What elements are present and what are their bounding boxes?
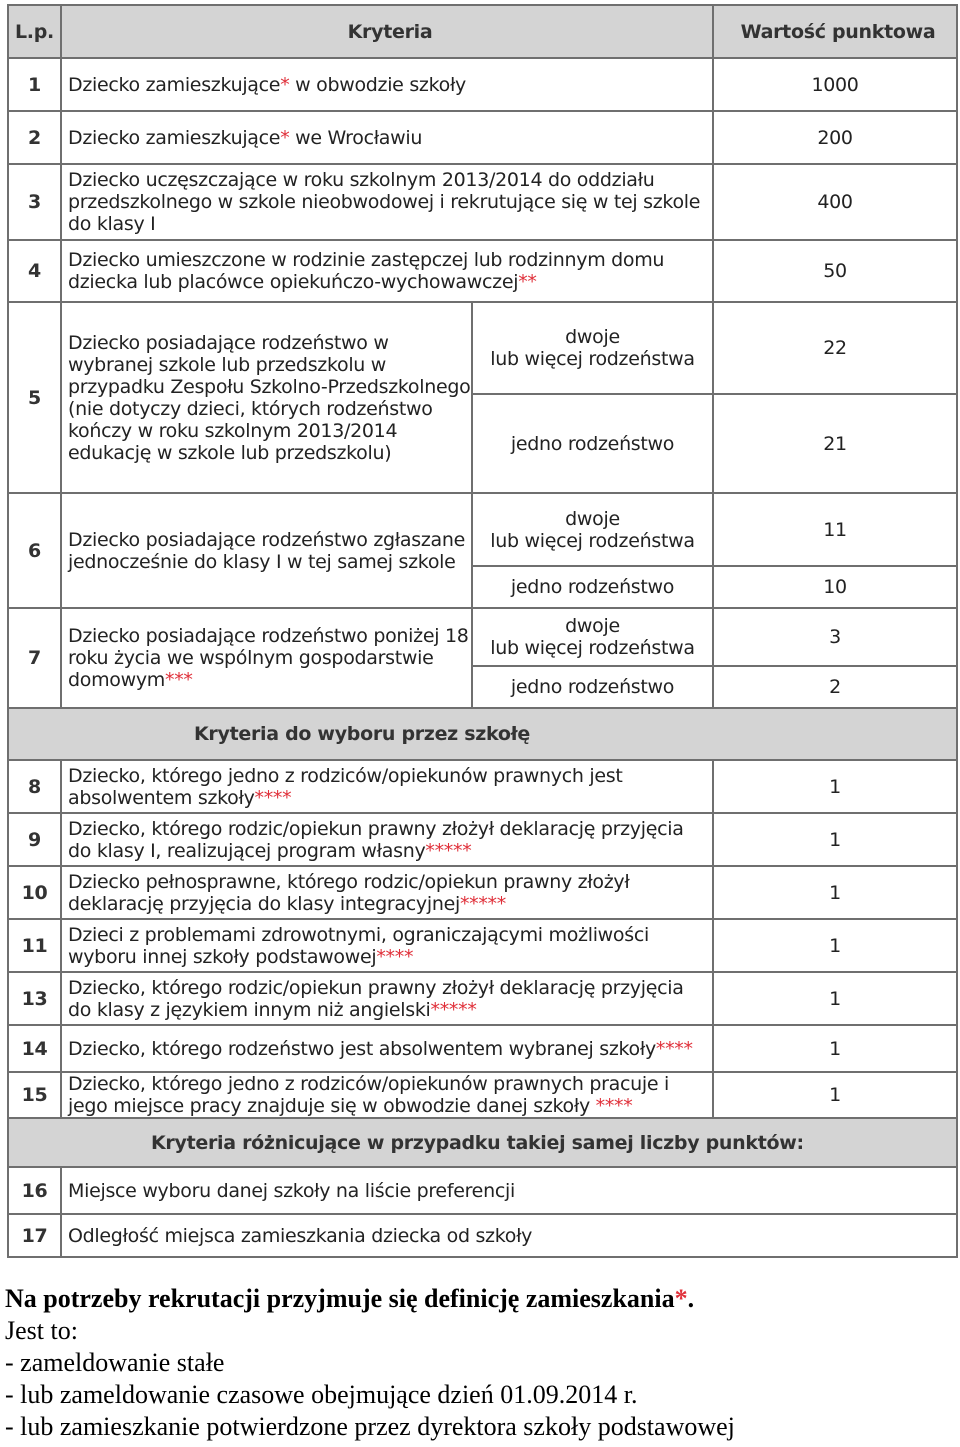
criterion-value: 200: [713, 111, 957, 164]
sibling-option: jedno rodzeństwo: [472, 394, 713, 493]
row-number: 7: [8, 608, 61, 708]
table-row: [8, 302, 957, 394]
row-number: 11: [8, 919, 61, 972]
header-criteria: Kryteria: [61, 5, 713, 58]
criterion-value: 1: [713, 813, 957, 866]
table-row: [8, 760, 957, 813]
criterion-text: Dziecko zamieszkujące* we Wrocławiu: [61, 111, 713, 164]
criterion-value: 400: [713, 164, 957, 240]
criterion-text: Dziecko posiadające rodzeństwo zgłaszane jednocześnie do klasy I w tej samej szkole: [61, 493, 472, 608]
section-title: Kryteria różnicujące w przypadku takiej samej liczby punktów:: [8, 1118, 957, 1167]
row-number: 5: [8, 302, 61, 493]
criterion-text: Dziecko, którego rodzic/opiekun prawny złożył deklarację przyjęcia do klasy I, realizującej program własny*****: [61, 813, 713, 866]
header-row: [8, 5, 957, 58]
table-row: [8, 919, 957, 972]
criterion-text: Dziecko posiadające rodzeństwo w wybranej szkole lub przedszkolu w przypadku Zespołu Szkolno-Przedszkolnego (nie dotyczy dzieci, których rodzeństwo kończy w roku szkolnym 2013/2014 edukację w szkole lub przedszkolu): [61, 302, 472, 493]
note-item: - lub zameldowanie czasowe obejmujące dzień 01.09.2014 r.: [5, 1380, 638, 1409]
criterion-text: Dzieci z problemami zdrowotnymi, ograniczającymi możliwości wyboru innej szkoły podstawowej****: [61, 919, 713, 972]
criterion-value: 1: [713, 1072, 957, 1118]
criterion-value: 21: [713, 394, 957, 493]
criterion-value: 1: [713, 866, 957, 919]
criterion-text: Dziecko umieszczone w rodzinie zastępczej lub rodzinnym domu dziecka lub placówce opiekuńczo-wychowawczej**: [61, 240, 713, 302]
table-row: [8, 240, 957, 302]
sibling-option: dwoje lub więcej rodzeństwa: [472, 302, 713, 394]
section-title: Kryteria do wyboru przez szkołę: [8, 708, 957, 760]
footnote-marker: **: [518, 271, 537, 293]
criterion-value: 1: [713, 760, 957, 813]
criterion-value: 3: [713, 608, 957, 666]
table-row: [8, 493, 957, 566]
row-number: 16: [8, 1167, 61, 1214]
criterion-text: Dziecko, którego jedno z rodziców/opiekunów prawnych jest absolwentem szkoły****: [61, 760, 713, 813]
criterion-text: Dziecko zamieszkujące* w obwodzie szkoły: [61, 58, 713, 111]
row-number: 1: [8, 58, 61, 111]
sibling-option: dwoje lub więcej rodzeństwa: [472, 493, 713, 566]
table-row: [8, 1025, 957, 1072]
footnote-marker: ****: [376, 945, 414, 968]
footnote-marker: ****: [254, 786, 292, 809]
row-number: 15: [8, 1072, 61, 1118]
row-number: 4: [8, 240, 61, 302]
table-row: [8, 608, 957, 666]
note-item: - zameldowanie stałe: [5, 1348, 225, 1377]
row-number: 6: [8, 493, 61, 608]
row-number: 13: [8, 972, 61, 1025]
footnote-marker: *: [280, 73, 290, 96]
criterion-value: 50: [713, 240, 957, 302]
criterion-text: Dziecko pełnosprawne, którego rodzic/opiekun prawny złożył deklarację przyjęcia do klasy integracyjnej*****: [61, 866, 713, 919]
criterion-value: 1: [713, 972, 957, 1025]
row-number: 2: [8, 111, 61, 164]
criterion-value: 1: [713, 919, 957, 972]
row-number: 8: [8, 760, 61, 813]
criterion-value: 10: [713, 566, 957, 608]
header-lp: L.p.: [8, 5, 61, 58]
note-heading: Na potrzeby rekrutacji przyjmuje się definicję zamieszkania*.: [5, 1284, 695, 1313]
row-number: 17: [8, 1214, 61, 1257]
criteria-table: [7, 4, 958, 1258]
residence-definition-note: [5, 1283, 955, 1443]
section-header-row: [8, 708, 957, 760]
table-row: [8, 58, 957, 111]
table-row: [8, 1072, 957, 1118]
table-row: [8, 1167, 957, 1214]
section-header-row: [8, 1118, 957, 1167]
table-row: [8, 813, 957, 866]
criterion-value: 2: [713, 666, 957, 708]
criterion-value: 11: [713, 493, 957, 566]
sibling-option: jedno rodzeństwo: [472, 566, 713, 608]
note-intro: Jest to:: [5, 1316, 78, 1345]
criterion-text: Miejsce wyboru danej szkoły na liście preferencji: [61, 1167, 957, 1214]
criterion-value: 1000: [713, 58, 957, 111]
footnote-marker: *: [280, 126, 290, 149]
table-row: [8, 972, 957, 1025]
footnote-marker: *****: [459, 892, 506, 915]
criterion-text: Dziecko, którego jedno z rodziców/opiekunów prawnych pracuje i jego miejsce pracy znajduje się w obwodzie danej szkoły ****: [61, 1072, 713, 1118]
header-value: Wartość punktowa: [713, 5, 957, 58]
footnote-marker: *: [674, 1284, 688, 1313]
footnote-marker: *****: [430, 998, 477, 1021]
footnote-marker: ***: [165, 669, 193, 691]
criterion-text: Dziecko uczęszczające w roku szkolnym 2013/2014 do oddziału przedszkolnego w szkole nieobwodowej i rekrutujące się w tej szkole do klasy I: [61, 164, 713, 240]
sibling-option: dwoje lub więcej rodzeństwa: [472, 608, 713, 666]
table-row: [8, 164, 957, 240]
table-row: [8, 1214, 957, 1257]
footnote-marker: ****: [655, 1037, 693, 1060]
note-item: - lub zamieszkanie potwierdzone przez dyrektora szkoły podstawowej: [5, 1412, 735, 1441]
criterion-text: Odległość miejsca zamieszkania dziecka od szkoły: [61, 1214, 957, 1257]
criterion-value: 22: [713, 302, 957, 394]
criterion-text: Dziecko, którego rodzic/opiekun prawny złożył deklarację przyjęcia do klasy z językiem innym niż angielski*****: [61, 972, 713, 1025]
row-number: 3: [8, 164, 61, 240]
row-number: 9: [8, 813, 61, 866]
criterion-value: 1: [713, 1025, 957, 1072]
row-number: 14: [8, 1025, 61, 1072]
footnote-marker: ****: [595, 1095, 633, 1117]
table-row: [8, 111, 957, 164]
criterion-text: Dziecko posiadające rodzeństwo poniżej 18 roku życia we wspólnym gospodarstwie domowym***: [61, 608, 472, 708]
sibling-option: jedno rodzeństwo: [472, 666, 713, 708]
row-number: 10: [8, 866, 61, 919]
footnote-marker: *****: [425, 839, 472, 862]
criterion-text: Dziecko, którego rodzeństwo jest absolwentem wybranej szkoły****: [61, 1025, 713, 1072]
table-row: [8, 866, 957, 919]
